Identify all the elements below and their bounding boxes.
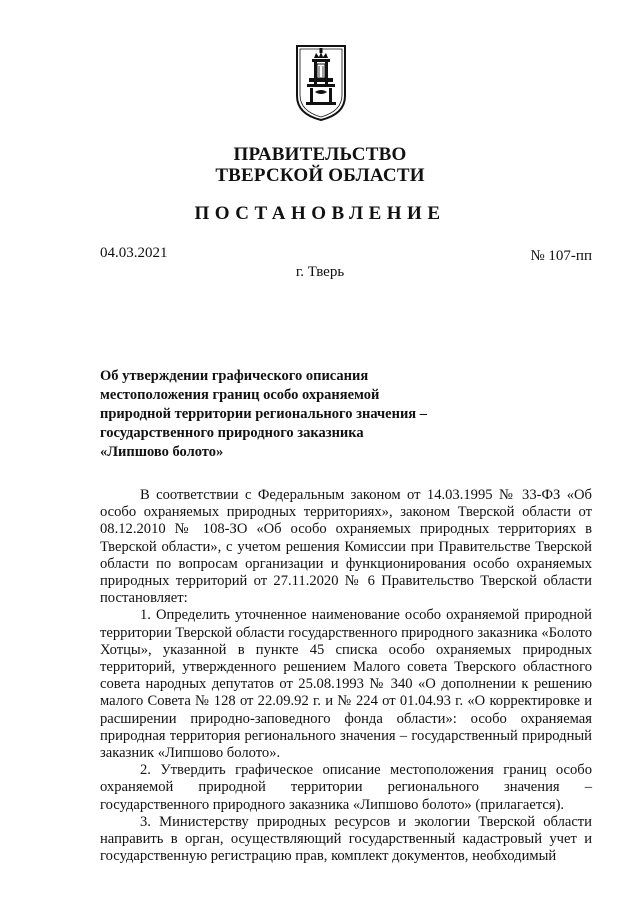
subject-line: Об утверждении графического описания bbox=[100, 368, 369, 384]
subject-line: местоположения границ особо охраняемой bbox=[100, 387, 380, 403]
body-paragraph-preamble: В соответствии с Федеральным законом от 14.03.1995 № 33-ФЗ «Об особо охраняемых природных территориях», законом Тверской области от 08.12.2010 № 108-ЗО «Об особо охраняемых природных территориях в Тверской области», с учетом решения Комиссии при Правительстве Тверской области по вопросам организации и функционирования особо охраняемых природных территорий от 27.11.2020 № 6 Правительство Тверской области постановляет: bbox=[100, 487, 592, 607]
document-date: 04.03.2021 bbox=[100, 245, 168, 261]
body-paragraph-1: 1. Определить уточненное наименование особо охраняемой природной территории Тверской области государственного природного заказника «Болото Хотцы», указанной в пункте 45 списка особо охраняемых природных территорий, утвержденного решением Малого совета Тверского областного совета народных депутатов от 25.08.1993 № 340 «О дополнении к решению малого Совета № 128 от 22.09.92 г. и № 224 от 01.04.93 г. «О корректировке и расширении природно-заповедного фонда области»: особо охраняемая природная территория регионального значения – государственный природный заказник «Липшово болото». bbox=[100, 607, 592, 762]
document-type-title: ПОСТАНОВЛЕНИЕ bbox=[194, 203, 446, 224]
subject-line: природной территории регионального значения – bbox=[100, 406, 428, 422]
document-number: № 107-пп bbox=[530, 248, 592, 264]
document-subject bbox=[100, 367, 460, 462]
document-city: г. Тверь bbox=[295, 264, 345, 280]
org-name-line-2: ТВЕРСКОЙ ОБЛАСТИ bbox=[215, 165, 425, 186]
body-paragraph-3: 3. Министерству природных ресурсов и экологии Тверской области направить в орган, осуществляющий государственный кадастровый учет и государственную регистрацию прав, комплект документов, необходимый bbox=[100, 813, 592, 865]
subject-line: государственного природного заказника bbox=[100, 425, 364, 441]
body-paragraph-2: 2. Утвердить графическое описание местоположения границ особо охраняемой природной территории регионального значения – государственного природного заказника «Липшово болото» (прилагается). bbox=[100, 762, 592, 813]
org-name-line-1: ПРАВИТЕЛЬСТВО bbox=[233, 144, 407, 165]
subject-line: «Липшово болото» bbox=[100, 444, 224, 460]
document-body bbox=[100, 487, 592, 865]
coat-of-arms-icon bbox=[295, 44, 347, 122]
